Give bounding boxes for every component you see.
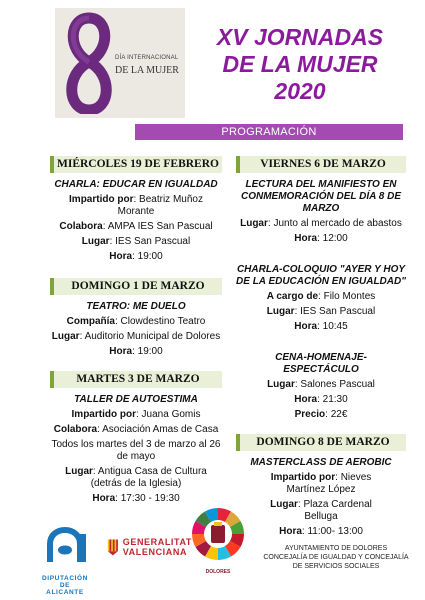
event-aerobic bbox=[236, 457, 406, 538]
value-lugar: : IES San Pascual bbox=[294, 306, 376, 317]
label-hora: Hora bbox=[109, 251, 133, 262]
value-lugar: : IES San Pascual bbox=[109, 236, 191, 247]
title-line-3: 2020 bbox=[274, 78, 326, 104]
value-colabora: : AMPA IES San Pascual bbox=[102, 221, 213, 232]
value-impartido: : Juana Gomis bbox=[135, 409, 201, 420]
value-lugar: : Auditorio Municipal de Dolores bbox=[79, 331, 221, 342]
label-hora: Hora bbox=[294, 233, 318, 244]
event-schedule-note: Todos los martes del 3 de marzo al 26 de mayo bbox=[51, 439, 221, 462]
programacion-bar: PROGRAMACIÓN bbox=[135, 124, 403, 140]
label-compania: Compañía bbox=[66, 316, 115, 327]
event-taller bbox=[50, 394, 222, 505]
generalitat-label-1: GENERALITAT bbox=[122, 537, 192, 547]
day-header-domingo-8: DOMINGO 8 DE MARZO bbox=[236, 434, 406, 451]
diputacion-logo bbox=[40, 524, 90, 594]
day-header-domingo-1: DOMINGO 1 DE MARZO bbox=[50, 278, 222, 295]
generalitat-label-2: VALENCIANA bbox=[122, 547, 188, 557]
value-colabora: : Asociación Amas de Casa bbox=[97, 424, 219, 435]
value-hora: : 11:00- 13:00 bbox=[301, 526, 363, 537]
ribbon-eight-icon bbox=[59, 12, 119, 114]
diputacion-a-icon bbox=[40, 524, 90, 568]
sdg-wheel-icon bbox=[190, 506, 246, 562]
value-hora: : 17:30 - 19:30 bbox=[115, 493, 180, 504]
day-header-martes: MARTES 3 DE MARZO bbox=[50, 371, 222, 388]
dolores-logo bbox=[190, 506, 246, 596]
event-charla-coloquio bbox=[236, 264, 406, 333]
day-header-viernes: VIERNES 6 DE MARZO bbox=[236, 156, 406, 173]
right-column bbox=[236, 156, 406, 541]
label-hora: Hora bbox=[279, 526, 302, 537]
value-compania: : Clowdestino Teatro bbox=[114, 316, 206, 327]
label-precio: Precio bbox=[294, 409, 326, 420]
event-charla-educar bbox=[50, 179, 222, 263]
label-lugar: Lugar bbox=[240, 218, 268, 229]
event-title: MASTERCLASS DE AEROBIC bbox=[250, 457, 392, 468]
value-cargo: : Filo Montes bbox=[318, 291, 376, 302]
label-lugar: Lugar bbox=[51, 331, 80, 342]
hero-image bbox=[55, 8, 185, 118]
dolores-label: DOLORES bbox=[205, 569, 231, 575]
label-impartido: Impartido por bbox=[69, 194, 134, 205]
label-lugar: Lugar bbox=[270, 499, 298, 510]
event-manifiesto bbox=[236, 179, 406, 245]
value-hora: : 10:45 bbox=[317, 321, 348, 332]
label-hora: Hora bbox=[92, 493, 116, 504]
label-impartido: Impartido por bbox=[270, 472, 336, 483]
page-title bbox=[200, 24, 400, 105]
value-lugar: : Salones Pascual bbox=[294, 379, 375, 390]
ayuntamiento-line-3: DE SERVICIOS SOCIALES bbox=[292, 563, 380, 570]
label-lugar: Lugar bbox=[65, 466, 93, 477]
label-lugar: Lugar bbox=[267, 379, 295, 390]
value-hora: : 12:00 bbox=[317, 233, 348, 244]
ayuntamiento-text bbox=[262, 544, 410, 571]
hero-badge-line1: DÍA INTERNACIONAL bbox=[115, 55, 179, 61]
label-hora: Hora bbox=[109, 346, 133, 357]
value-lugar: : Plaza Cardenal Belluga bbox=[297, 499, 372, 522]
label-lugar: Lugar bbox=[81, 236, 110, 247]
event-title: LECTURA DEL MANIFIESTO EN CONMEMORACIÓN DEL DÍA 8 DE MARZO bbox=[240, 179, 401, 214]
label-colabora: Colabora bbox=[53, 424, 98, 435]
value-hora: : 21:30 bbox=[317, 394, 348, 405]
value-precio: : 22€ bbox=[325, 409, 348, 420]
event-title: CHARLA-COLOQUIO "AYER Y HOY DE LA EDUCACIÓN EN IGUALDAD" bbox=[236, 264, 406, 287]
event-cena bbox=[236, 352, 406, 421]
day-header-miercoles: MIÉRCOLES 19 DE FEBRERO bbox=[50, 156, 222, 173]
generalitat-shield-icon bbox=[107, 536, 119, 558]
hero-badge-line2: DE LA MUJER bbox=[115, 65, 179, 76]
label-cargo: A cargo de bbox=[266, 291, 319, 302]
label-hora: Hora bbox=[294, 321, 318, 332]
ayuntamiento-line-1: AYUNTAMIENTO DE DOLORES bbox=[284, 545, 388, 552]
label-impartido: Impartido por bbox=[71, 409, 136, 420]
value-hora: : 19:00 bbox=[132, 346, 163, 357]
event-title: TEATRO: ME DUELO bbox=[86, 301, 186, 312]
value-impartido: : Nieves Martínez López bbox=[286, 472, 372, 495]
left-column bbox=[50, 156, 222, 508]
event-title: TALLER DE AUTOESTIMA bbox=[74, 394, 198, 405]
value-hora: : 19:00 bbox=[132, 251, 163, 262]
event-title: CENA-HOMENAJE-ESPECTÁCULO bbox=[275, 352, 367, 375]
event-title: CHARLA: EDUCAR EN IGUALDAD bbox=[54, 179, 218, 190]
title-line-1: XV JORNADAS bbox=[216, 24, 384, 50]
event-teatro bbox=[50, 301, 222, 358]
value-impartido: : Beatriz Muñoz Morante bbox=[117, 194, 203, 217]
diputacion-label: DIPUTACIÓN DE ALICANTE bbox=[42, 575, 88, 596]
label-hora: Hora bbox=[294, 394, 318, 405]
label-colabora: Colabora bbox=[59, 221, 103, 232]
value-lugar: : Antigua Casa de Cultura (detrás de la Iglesia) bbox=[90, 466, 207, 489]
ayuntamiento-line-2: CONCEJALÍA DE IGUALDAD Y CONCEJALÍA bbox=[263, 554, 409, 561]
generalitat-logo bbox=[107, 536, 192, 576]
title-line-2: DE LA MUJER bbox=[222, 51, 378, 77]
label-lugar: Lugar bbox=[266, 306, 295, 317]
value-lugar: : Junto al mercado de abastos bbox=[267, 218, 402, 229]
